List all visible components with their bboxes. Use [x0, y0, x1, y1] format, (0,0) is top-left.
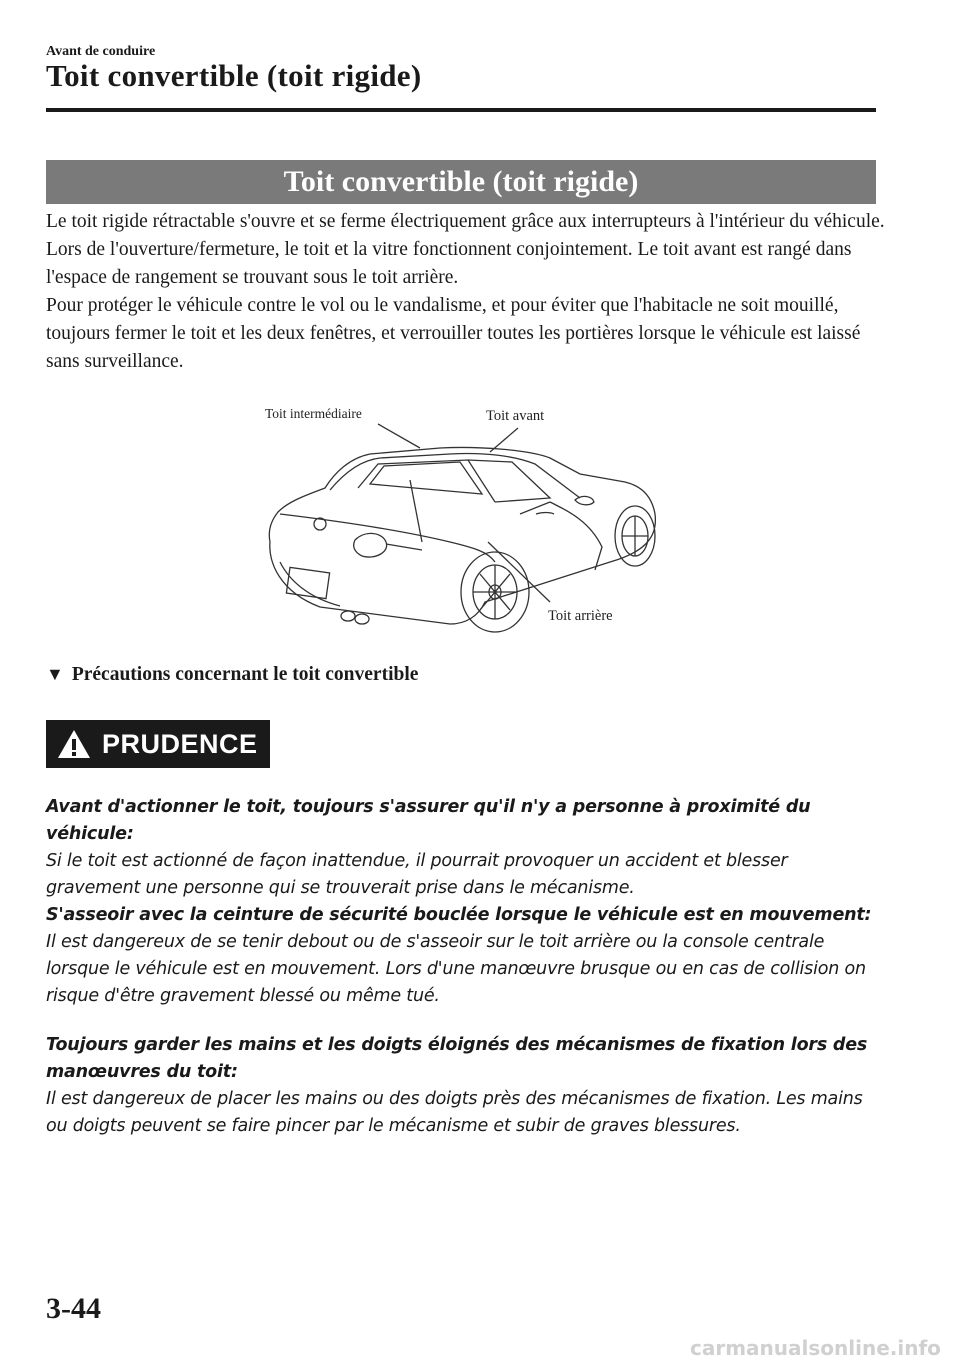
- section-banner: Toit convertible (toit rigide): [46, 160, 876, 204]
- label-toit-intermediaire: Toit intermédiaire: [265, 406, 362, 421]
- warning-block-2: [46, 902, 886, 1010]
- warning-heading: S'asseoir avec la ceinture de sécurité bouclée lorsque le véhicule est en mouvement:: [46, 905, 872, 925]
- section-label: Avant de conduire: [46, 44, 156, 59]
- label-toit-arriere: Toit arrière: [548, 608, 613, 624]
- caution-badge-label: PRUDENCE: [102, 729, 258, 759]
- warning-heading: Avant d'actionner le toit, toujours s'assurer qu'il n'y a personne à proximité du véhicule:: [46, 797, 811, 844]
- intro-text: [46, 208, 886, 376]
- intro-paragraph-2: Pour protéger le véhicule contre le vol ou le vandalisme, et pour éviter que l'habitacle ne soit mouillé, toujours fermer le toit et les deux fenêtres, et verrouiller toutes les portières lorsque le véhicule est laissé sans surveillance.: [46, 295, 861, 372]
- warning-body: Il est dangereux de placer les mains ou des doigts près des mécanismes de fixation. Les mains ou doigts peuvent se faire pincer par le mécanisme et subir de graves blessures.: [46, 1089, 863, 1136]
- warning-body: Il est dangereux de se tenir debout ou de s'asseoir sur le toit arrière ou la console centrale lorsque le véhicule est en mouvement. Lors d'une manœuvre brusque ou en cas de collision on risque d'être gravement blessé ou même tué.: [46, 932, 866, 1006]
- caution-badge: [46, 720, 270, 768]
- warning-heading: Toujours garder les mains et les doigts éloignés des mécanismes de fixation lors des manœuvres du toit:: [46, 1035, 868, 1082]
- watermark: carmanualsonline.info: [690, 1336, 941, 1360]
- warning-block-1: [46, 794, 886, 902]
- page-title: Toit convertible (toit rigide): [46, 58, 422, 93]
- label-toit-avant: Toit avant: [486, 408, 545, 424]
- page-number: 3-44: [46, 1292, 101, 1325]
- warning-block-3: [46, 1032, 886, 1140]
- triangle-marker-icon: ▼: [46, 664, 64, 684]
- intro-paragraph-1: Le toit rigide rétractable s'ouvre et se ferme électriquement grâce aux interrupteurs à l'intérieur du véhicule. Lors de l'ouverture/fermeture, le toit et la vitre fonctionnent conjointement. Le toit avant est rangé dans l'espace de rangement se trouvant sous le toit arrière.: [46, 211, 885, 288]
- precautions-heading: [46, 664, 418, 686]
- car-drawing: [250, 402, 670, 652]
- precautions-heading-text: Précautions concernant le toit convertible: [71, 664, 419, 685]
- title-divider: [46, 108, 876, 112]
- warning-triangle-icon: [56, 728, 92, 760]
- warning-body: Si le toit est actionné de façon inattendue, il pourrait provoquer un accident et blesser gravement une personne qui se trouverait prise dans le mécanisme.: [46, 851, 788, 898]
- car-illustration: [250, 402, 670, 652]
